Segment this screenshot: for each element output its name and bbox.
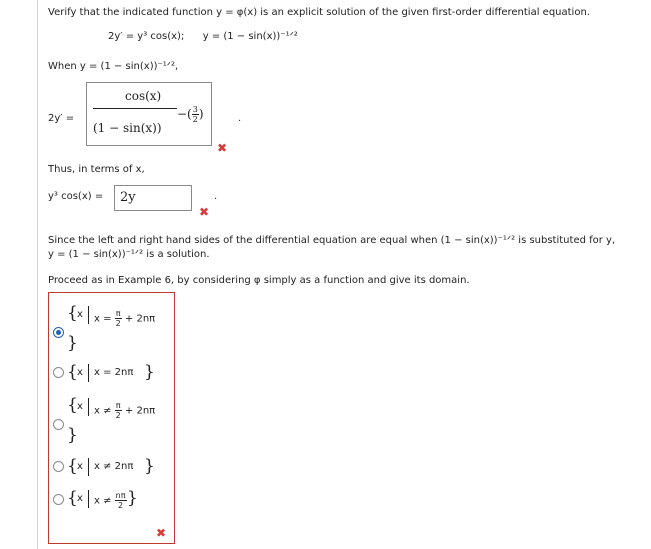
answer1-denominator: (1 − sin(x)) xyxy=(93,121,162,135)
when-line: When y = (1 − sin(x))⁻¹ᐟ², xyxy=(48,61,179,72)
x-mark-icon: ✖ xyxy=(156,526,167,540)
option-4[interactable]: { x x ≠ 2nπ } xyxy=(49,457,174,477)
x-mark-icon: ✖ xyxy=(199,205,210,219)
left-rule xyxy=(37,0,38,549)
answer2-trailing: . xyxy=(214,191,218,202)
radio-option-4[interactable] xyxy=(53,461,64,472)
option-2[interactable]: { x x = 2nπ } xyxy=(49,363,174,383)
x-mark-icon: ✖ xyxy=(217,141,228,155)
radio-option-2[interactable] xyxy=(53,367,64,378)
answer2-value: 2y xyxy=(120,190,136,205)
rhs-label: y³ cos(x) = xyxy=(48,191,104,202)
de-text: 2y′ = y³ cos(x); xyxy=(108,31,185,42)
radio-option-1[interactable] xyxy=(53,327,64,338)
lhs-label: 2y′ = xyxy=(48,113,75,124)
option-3[interactable]: { x x ≠ $\frac{\pi}{2}$ + 2nπ } xyxy=(49,393,174,449)
radio-option-3[interactable] xyxy=(53,419,64,430)
answer-box-lhs[interactable] xyxy=(86,82,212,146)
option-1[interactable]: { x x = $\frac{\pi}{2}$ + 2nπ } xyxy=(49,301,174,357)
question-prompt: Verify that the indicated function y = φ(x) is an explicit solution of the given first-order differential equation. xyxy=(48,7,590,18)
exponent-fraction: $\frac{3}{2}$ xyxy=(192,105,198,124)
since-line-1: Since the left and right hand sides of the differential equation are equal when (1 − sin(x))⁻¹ᐟ² is substituted for y, xyxy=(48,235,616,246)
answer1-numerator: cos(x) xyxy=(125,89,162,103)
right-brace: } xyxy=(67,333,78,353)
differential-equation xyxy=(108,30,298,44)
since-line-2: y = (1 − sin(x))⁻¹ᐟ² is a solution. xyxy=(48,249,210,260)
options-group xyxy=(48,292,175,544)
radio-option-5[interactable] xyxy=(53,494,64,505)
solution-text: y = (1 − sin(x))⁻¹ᐟ² xyxy=(202,31,298,42)
thus-line: Thus, in terms of x, xyxy=(48,164,145,175)
answer1-exponent: −( $\frac{3}{2}$ ) xyxy=(177,105,204,124)
option-5[interactable]: { x x ≠ $\frac{n\pi}{2}$ } xyxy=(49,487,174,511)
left-brace: { xyxy=(67,303,78,323)
fraction-bar xyxy=(93,108,177,109)
proceed-line: Proceed as in Example 6, by considering φ simply as a function and give its domain. xyxy=(48,275,470,286)
answer-box-rhs[interactable] xyxy=(114,185,192,211)
answer1-trailing: . xyxy=(238,113,242,124)
